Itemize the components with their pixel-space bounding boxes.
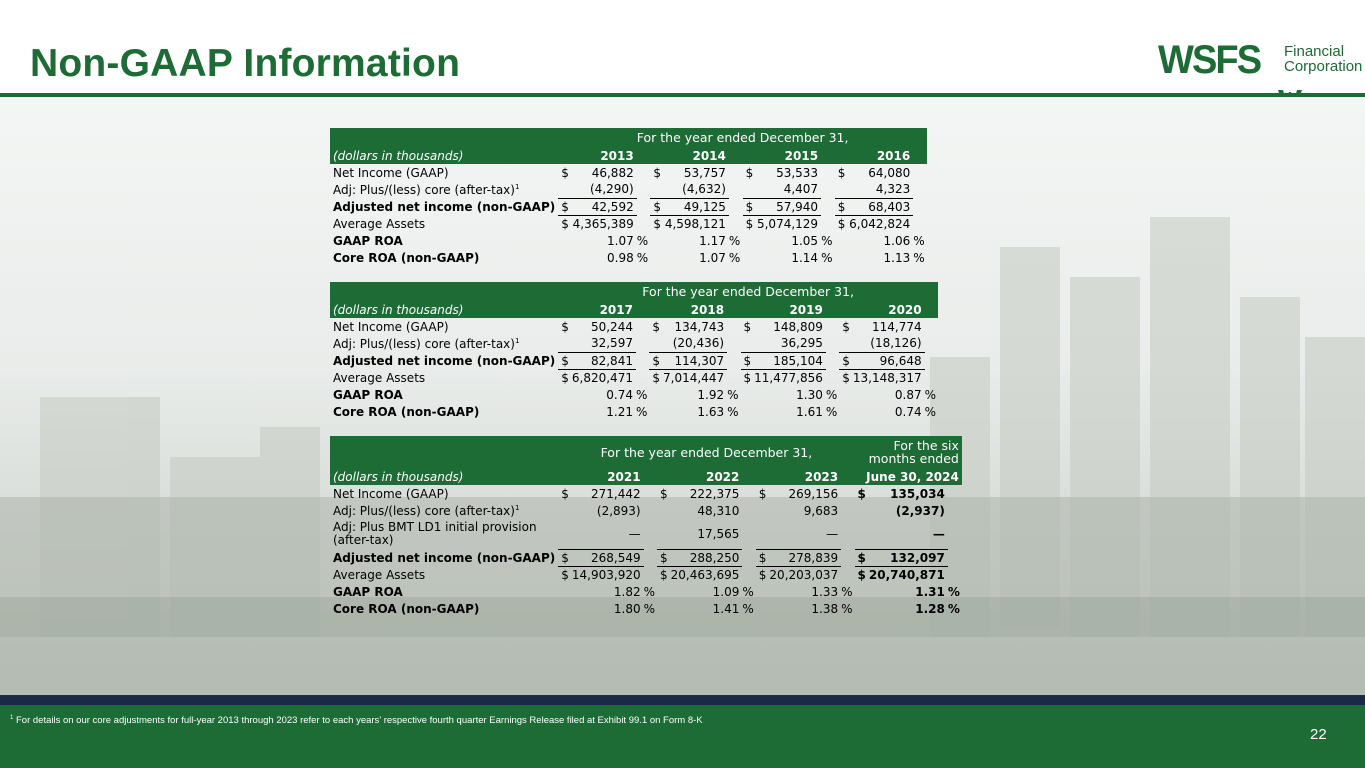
unit-label: (dollars in thousands) xyxy=(330,301,558,318)
year-header: 2018 xyxy=(660,301,727,318)
table-header-period xyxy=(330,282,938,301)
table-header-years xyxy=(330,301,938,318)
table-row: Net Income (GAAP) $ 46,882 $ 53,757 $ 53,533 $ 64,080 xyxy=(333,165,911,180)
period-header: For the year ended December 31, xyxy=(558,282,938,301)
table-row: Core ROA (non-GAAP) 1.80 % 1.41 % 1.38 % 1.28 % xyxy=(333,601,960,616)
table-row: Adj: Plus BMT LD1 initial provision (after-tax) — 17,565 — — xyxy=(330,519,962,549)
table-row: Average Assets $ 14,903,920 $ 20,463,695 $ 20,203,037 $ 20,740,871 xyxy=(333,567,945,582)
page-title: Non-GAAP Information xyxy=(30,42,461,85)
table-header-period xyxy=(330,436,962,468)
table-row: Adj: Plus/(less) core (after-tax)$^1$ 32,597 (20,436) 36,295 (18,126) xyxy=(330,335,938,352)
period-header: For the year ended December 31, xyxy=(558,128,927,147)
table-row: Core ROA (non-GAAP) 1.21 % 1.63 % 1.61 % 0.74 % xyxy=(333,404,937,419)
year-header: 2022 xyxy=(668,468,743,485)
year-header: 2021 xyxy=(569,468,644,485)
table-header-years xyxy=(330,147,927,164)
year-header: 2014 xyxy=(662,147,729,164)
table-row: Adjusted net income (non-GAAP) $ 42,592 $ 49,125 $ 57,940 $ 68,403 xyxy=(330,198,927,215)
table-row: Adjusted net income (non-GAAP) $ 82,841 $ 114,307 $ 185,104 $ 96,648 xyxy=(330,352,938,369)
table-row: Adj: Plus/(less) core (after-tax)$^1$ (4,290) (4,632) 4,407 4,323 xyxy=(330,181,927,198)
table-row: Net Income (GAAP) $ 50,244 $ 134,743 $ 148,809 $ 114,774 xyxy=(333,319,922,334)
year-header: 2013 xyxy=(570,147,637,164)
page-number: 22 xyxy=(1310,726,1327,743)
table-row: GAAP ROA 0.74 % 1.92 % 1.30 % 0.87 % xyxy=(333,387,937,402)
logo-subtitle: Financial Corporation xyxy=(1284,43,1363,75)
logo-brand: WSFS xyxy=(1158,38,1261,82)
roa-table-2021-2024 xyxy=(330,436,962,617)
unit-label: (dollars in thousands) xyxy=(330,147,558,164)
period-header: For the year ended December 31, xyxy=(558,436,854,468)
year-header: 2023 xyxy=(766,468,841,485)
table-header-years xyxy=(330,468,962,485)
year-header: 2017 xyxy=(569,301,636,318)
year-header: 2015 xyxy=(754,147,821,164)
roa-table-2017-2020 xyxy=(330,282,938,420)
table-row: Average Assets $ 4,365,389 $ 4,598,121 $ 5,074,129 $ 6,042,824 xyxy=(333,216,911,231)
table-row: GAAP ROA 1.82 % 1.09 % 1.33 % 1.31 % xyxy=(333,584,960,599)
table-row: Net Income (GAAP) $ 271,442 $ 222,375 $ 269,156 $ 135,034 xyxy=(333,486,945,501)
table-row: Average Assets $ 6,820,471 $ 7,014,447 $ 11,477,856 $ 13,148,317 xyxy=(333,370,922,385)
year-header: 2019 xyxy=(751,301,826,318)
footer-navy-band xyxy=(0,695,1365,705)
year-header: 2016 xyxy=(846,147,913,164)
unit-label: (dollars in thousands) xyxy=(330,468,558,485)
year-header: 2020 xyxy=(850,301,925,318)
table-row: Core ROA (non-GAAP) 0.98 % 1.07 % 1.14 % 1.13 % xyxy=(333,250,925,265)
table-row: Adj: Plus/(less) core (after-tax)$^1$ (2,893) 48,310 9,683 (2,937) xyxy=(333,503,945,518)
table-header-period xyxy=(330,128,927,147)
table-row: Adjusted net income (non-GAAP) $ 268,549 $ 288,250 $ 278,839 $ 132,097 xyxy=(330,549,962,566)
six-month-header: For the six months ended xyxy=(855,436,962,468)
roa-table-2013-2016 xyxy=(330,128,927,266)
footnote: $^1$ For details on our core adjustments for full-year 2013 through 2023 refer to each years’ respective fourth quarter Earnings Release filed at Exhibit 99.1 on Form 8-K xyxy=(10,715,703,727)
table-row: GAAP ROA 1.07 % 1.17 % 1.05 % 1.06 % xyxy=(333,233,925,248)
year-header: June 30, 2024 xyxy=(855,468,962,485)
